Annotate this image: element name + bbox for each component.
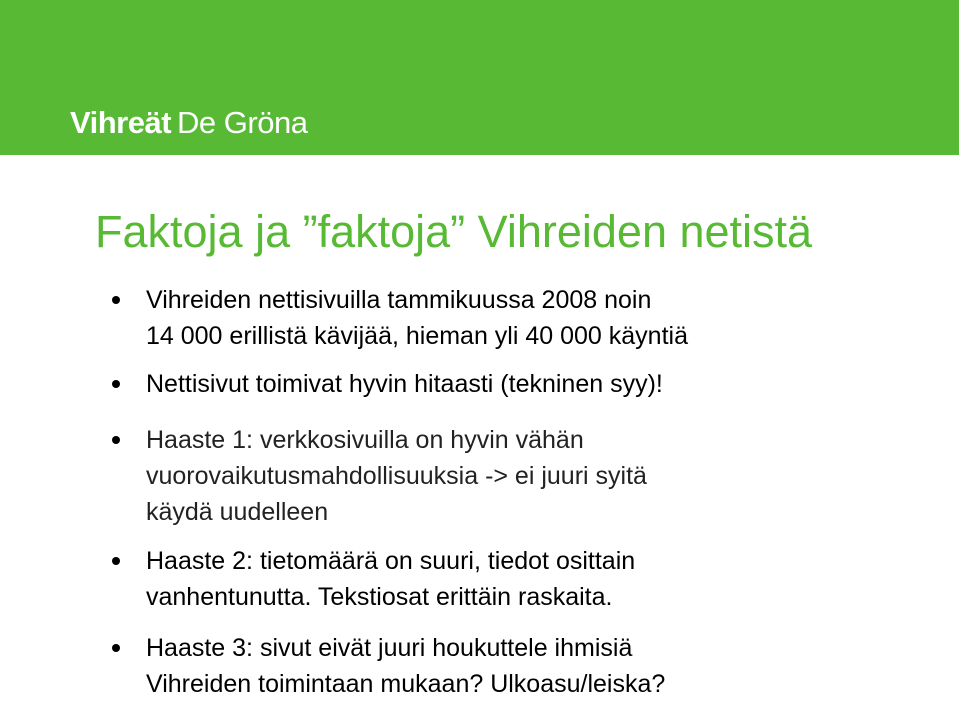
bullet-dot-icon: [112, 436, 120, 444]
bullet-line: Haaste 1: verkkosivuilla on hyvin vähän: [146, 426, 584, 454]
bullet-item-visitors: [112, 282, 952, 354]
header-bar: [0, 0, 959, 155]
bullet-line: käydä uudelleen: [146, 498, 329, 526]
bullet-dot-icon: [112, 380, 120, 388]
bullet-line: 14 000 erillistä kävijää, hieman yli 40 000 käyntiä: [146, 322, 688, 350]
bullet-line: Vihreiden nettisivuilla tammikuussa 2008 noin: [146, 286, 652, 314]
bullet-line: Haaste 3: sivut eivät juuri houkuttele ihmisiä: [146, 634, 633, 662]
logo-text-de-grona: De Gröna: [177, 105, 308, 140]
bullet-line: Nettisivut toimivat hyvin hitaasti (tekninen syy)!: [146, 370, 663, 398]
bullet-line: Vihreiden toimintaan mukaan? Ulkoasu/leiska?: [146, 670, 666, 698]
bullet-dot-icon: [112, 557, 120, 565]
bullet-item-challenge-1: [112, 422, 952, 530]
bullet-dot-icon: [112, 644, 120, 652]
bullet-line: vanhentunutta. Tekstiosat erittäin raskaita.: [146, 583, 613, 611]
bullet-line: Haaste 2: tietomäärä on suuri, tiedot osittain: [146, 547, 636, 575]
bullet-dot-icon: [112, 296, 120, 304]
logo-text-vihreat: Vihreät: [70, 105, 172, 140]
bullet-item-slow: [112, 366, 952, 402]
slide-title: Faktoja ja ”faktoja” Vihreiden netistä: [95, 206, 813, 257]
bullet-item-challenge-2: [112, 543, 952, 615]
bullet-item-challenge-3: [112, 630, 952, 702]
logo: [70, 105, 307, 141]
bullet-line: vuorovaikutusmahdollisuuksia -> ei juuri syitä: [146, 462, 647, 490]
